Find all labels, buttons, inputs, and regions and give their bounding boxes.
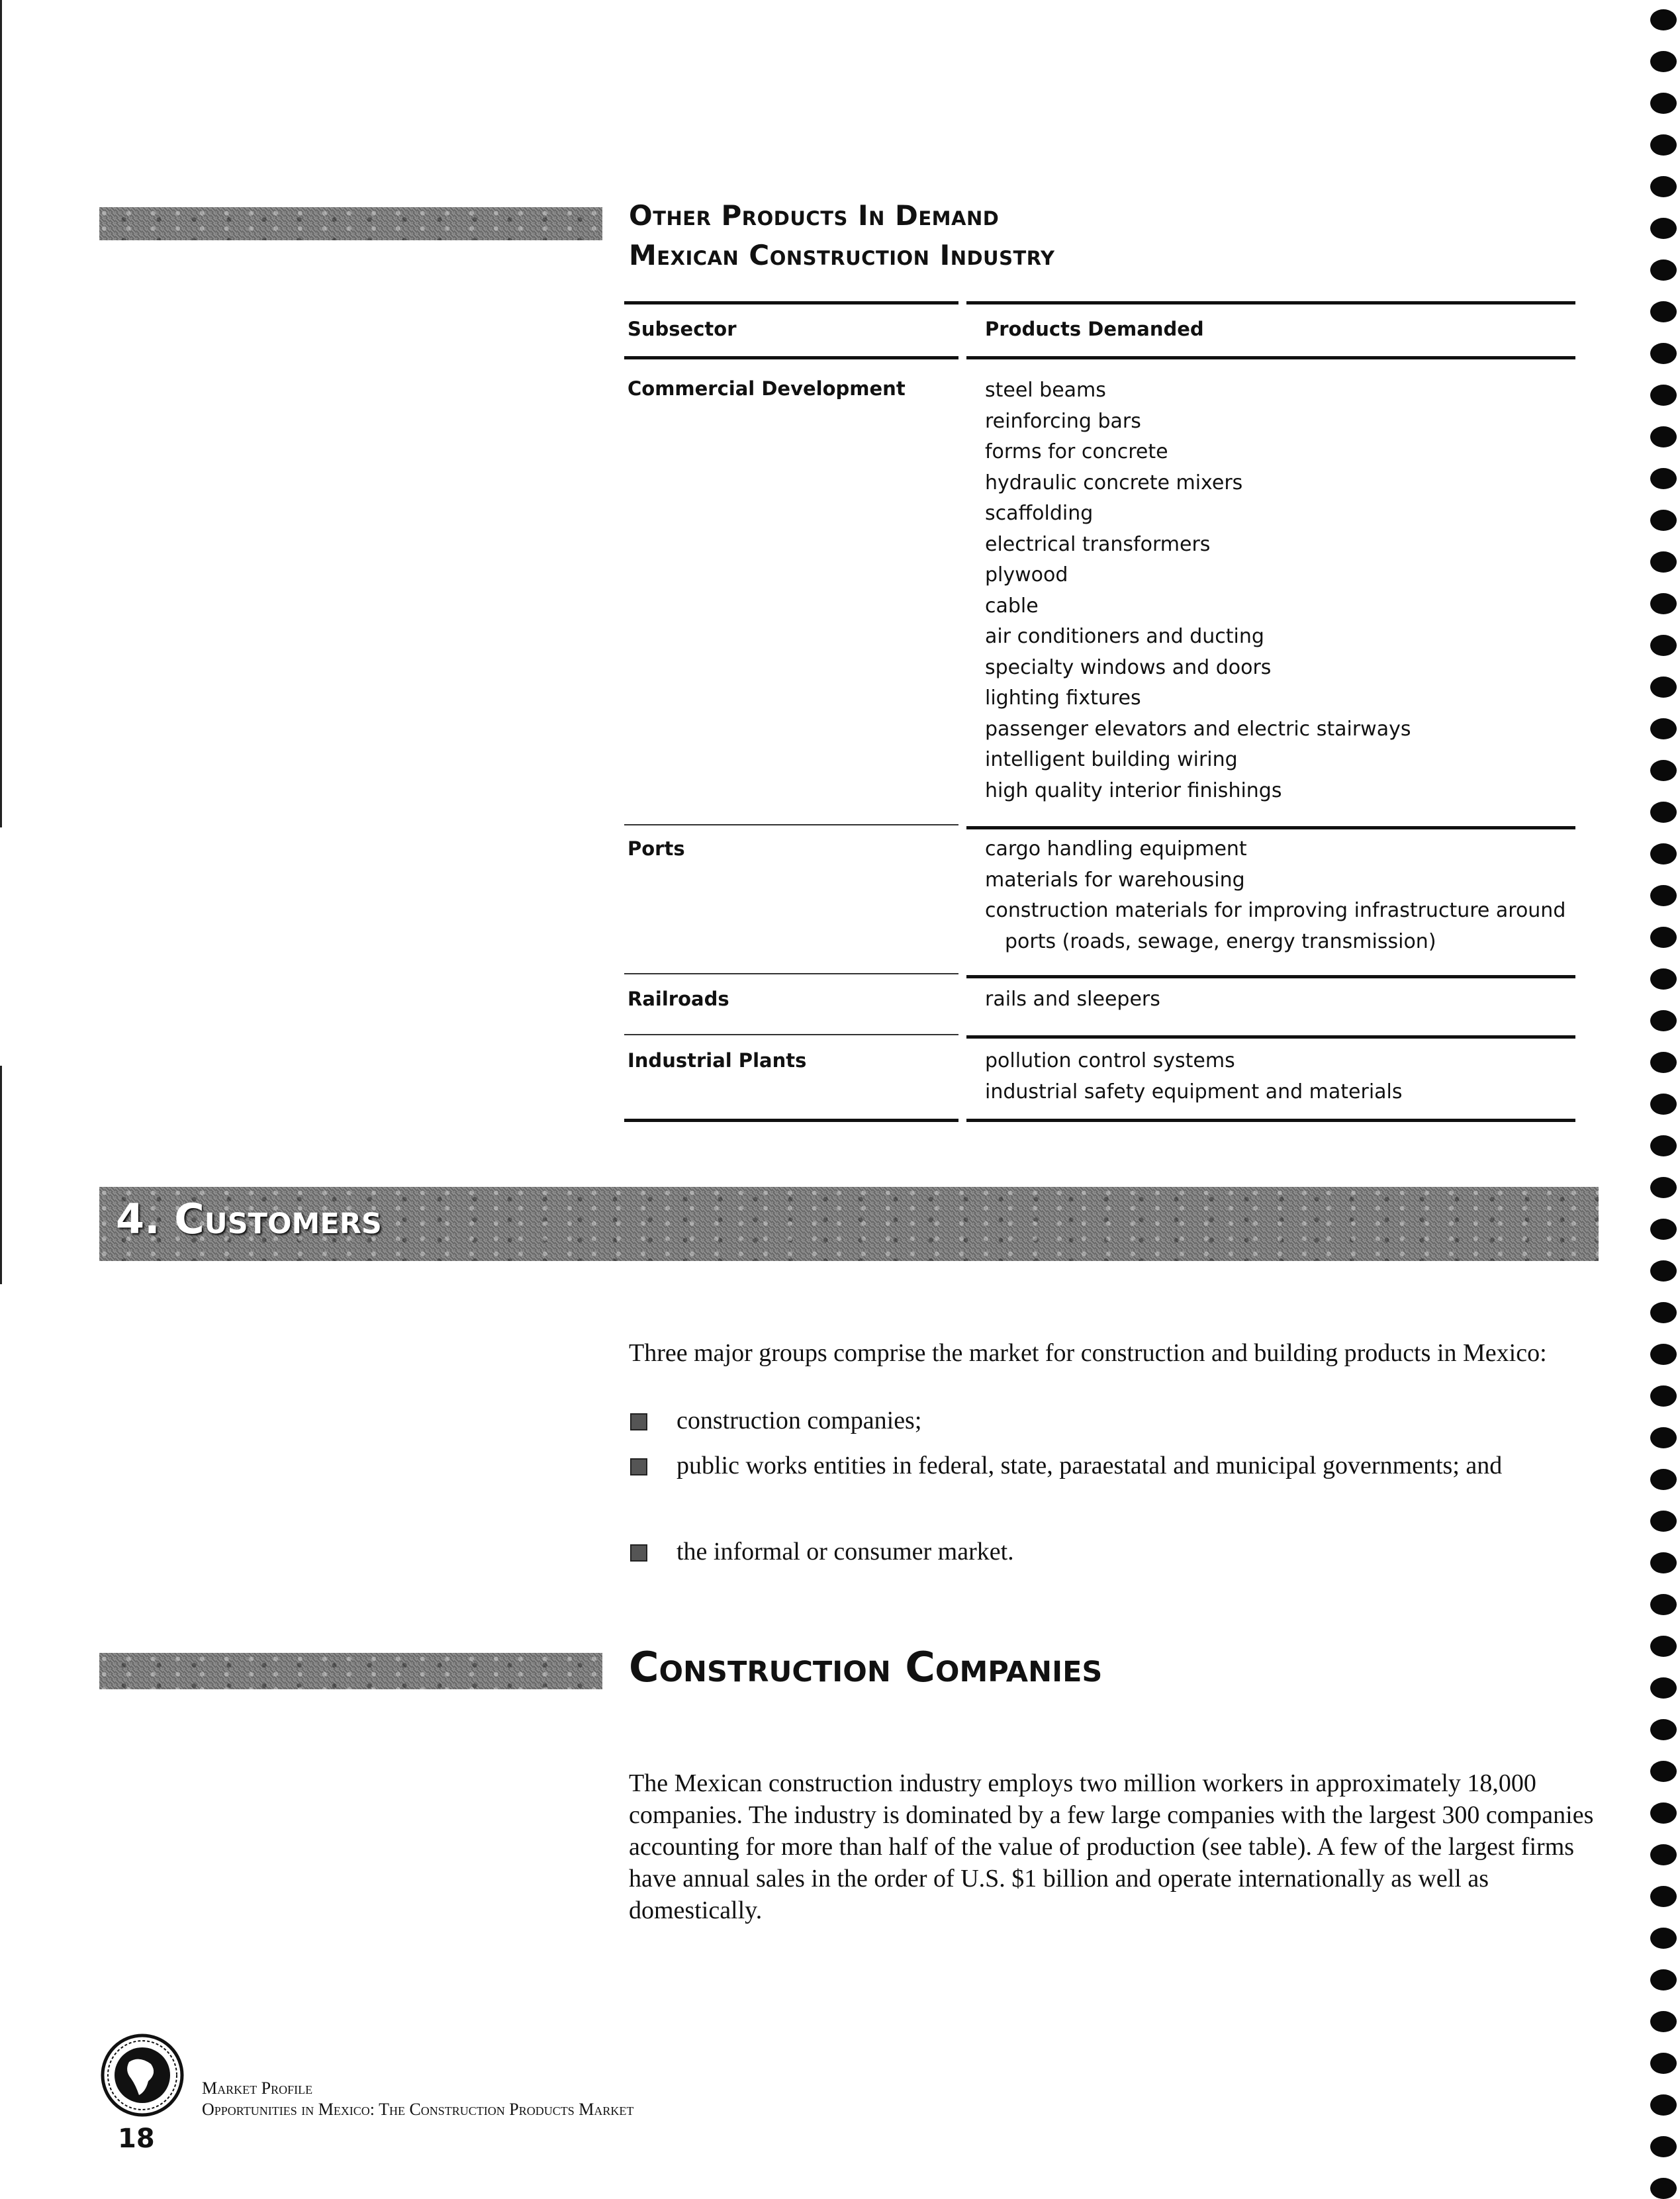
table-title-line1: Other Products In Demand [629,199,1000,232]
binding-hole [1650,1302,1677,1323]
binding-hole [1650,968,1677,990]
section-heading-construction: Construction Companies [629,1643,1103,1691]
binding-hole [1650,1344,1677,1365]
spiral-binding [1648,0,1680,2196]
binding-hole [1650,1177,1677,1198]
binding-hole [1650,2136,1677,2157]
binding-hole [1650,1469,1677,1490]
footer-line1: Market Profile [202,2079,313,2098]
table-rule [966,301,1575,304]
product-item: electrical transformers [985,532,1211,556]
product-item: materials for warehousing [985,868,1245,892]
binding-hole [1650,1052,1677,1073]
footer-line2: Opportunities in Mexico: The Construction Products Market [202,2100,634,2119]
product-item: plywood [985,563,1068,586]
construction-paragraph: The Mexican construction industry employs two million workers in approximately 18,000 companies. The industry is dominated by a few large companies with the largest 300 companies accounting for more than half of the value of production (see table). A few of the largest firms have annual sales in the order of U.S. $1 billion and operate internationally as well as domestically. [629,1769,1594,1924]
binding-hole [1650,9,1677,30]
binding-hole [1650,93,1677,114]
product-item: cable [985,594,1039,618]
binding-hole [1650,51,1677,72]
table-row-subsector: Ports [628,837,685,860]
table-title [629,196,1423,275]
product-item: scaffolding [985,502,1094,525]
bullet-marker [630,1413,647,1430]
north-america-logo [99,2032,185,2118]
table-row-divider [966,1035,1575,1039]
binding-hole [1650,2094,1677,2116]
table-row-subsector: Railroads [628,988,729,1010]
product-item: lighting fixtures [985,686,1141,710]
binding-hole [1650,1886,1677,1907]
binding-hole [1650,1636,1677,1657]
binding-hole [1650,385,1677,406]
binding-hole [1650,1677,1677,1699]
binding-hole [1650,927,1677,948]
binding-hole [1650,1552,1677,1573]
binding-hole [1650,843,1677,865]
table-title-line2: Mexican Construction Industry [629,239,1055,271]
product-item: steel beams [985,379,1106,402]
bullet-item: public works entities in federal, state, paraestatal and municipal governments; and [677,1452,1503,1479]
table-row-products [985,375,1567,806]
binding-hole [1650,2178,1677,2199]
table-row-subsector: Industrial Plants [628,1049,807,1072]
binding-hole [1650,176,1677,197]
binding-hole [1650,718,1677,739]
binding-hole [1650,802,1677,823]
table-rule [966,1119,1575,1122]
page-number: 18 [118,2124,155,2154]
bullet-marker [630,1458,647,1475]
section-title-customers: 4. Customers [116,1195,382,1243]
section-marker-bar [99,1653,602,1689]
binding-hole [1650,301,1677,322]
table-rule [624,1119,958,1122]
column-header-products: Products Demanded [985,318,1204,340]
binding-hole [1650,1761,1677,1782]
product-item: intelligent building wiring [985,748,1238,771]
table-row-divider [966,826,1575,829]
binding-hole [1650,259,1677,281]
customers-intro: Three major groups comprise the market for construction and building products in Mexico: [629,1339,1547,1367]
binding-hole [1650,510,1677,531]
bullet-marker [630,1544,647,1562]
binding-hole [1650,1094,1677,1115]
product-item: passenger elevators and electric stairways [985,717,1411,741]
binding-hole [1650,1719,1677,1740]
table-rule [624,356,958,359]
product-item: pollution control systems [985,1049,1235,1072]
table-row-products [985,1046,1567,1107]
bullet-item: construction companies; [677,1407,922,1434]
binding-hole [1650,468,1677,489]
binding-hole [1650,134,1677,156]
binding-hole [1650,426,1677,447]
bullet-item: the informal or consumer market. [677,1538,1014,1566]
binding-hole [1650,1802,1677,1824]
section-marker-bar [99,207,602,240]
table-row-divider [624,1034,958,1035]
table-row-divider [966,975,1575,978]
product-item: cargo handling equipment [985,837,1247,861]
binding-hole [1650,885,1677,906]
product-item: construction materials for improving infrastructure around [985,899,1566,922]
product-item: rails and sleepers [985,988,1160,1011]
binding-hole [1650,677,1677,698]
binding-hole [1650,1135,1677,1156]
column-header-subsector: Subsector [628,318,737,340]
table-rule [966,356,1575,359]
table-row-products [985,984,1567,1015]
binding-hole [1650,1844,1677,1865]
table-row-divider [624,973,958,974]
binding-hole [1650,2011,1677,2032]
binding-hole [1650,1219,1677,1240]
binding-hole [1650,1594,1677,1615]
table-row-subsector: Commercial Development [628,377,906,400]
binding-hole [1650,1010,1677,1031]
product-item: air conditioners and ducting [985,625,1264,648]
binding-hole [1650,1385,1677,1407]
binding-hole [1650,1928,1677,1949]
binding-hole [1650,1511,1677,1532]
binding-hole [1650,343,1677,364]
binding-hole [1650,635,1677,656]
page-edge-line [0,1066,2,1284]
product-item: high quality interior finishings [985,778,1282,802]
binding-hole [1650,593,1677,614]
product-item: industrial safety equipment and materials [985,1080,1403,1103]
binding-hole [1650,218,1677,239]
product-item: forms for concrete [985,440,1168,463]
table-rule [624,301,958,304]
binding-hole [1650,1427,1677,1448]
product-item: specialty windows and doors [985,655,1272,679]
binding-hole [1650,2053,1677,2074]
binding-hole [1650,1260,1677,1282]
binding-hole [1650,1969,1677,1990]
binding-hole [1650,760,1677,781]
product-item: ports (roads, sewage, energy transmission) [1005,929,1436,953]
table-row-divider [624,824,958,825]
page-edge-line [0,0,2,827]
binding-hole [1650,551,1677,573]
section-banner-customers [99,1187,1599,1261]
product-item: hydraulic concrete mixers [985,471,1243,494]
table-row-products [985,834,1567,957]
product-item: reinforcing bars [985,409,1141,433]
